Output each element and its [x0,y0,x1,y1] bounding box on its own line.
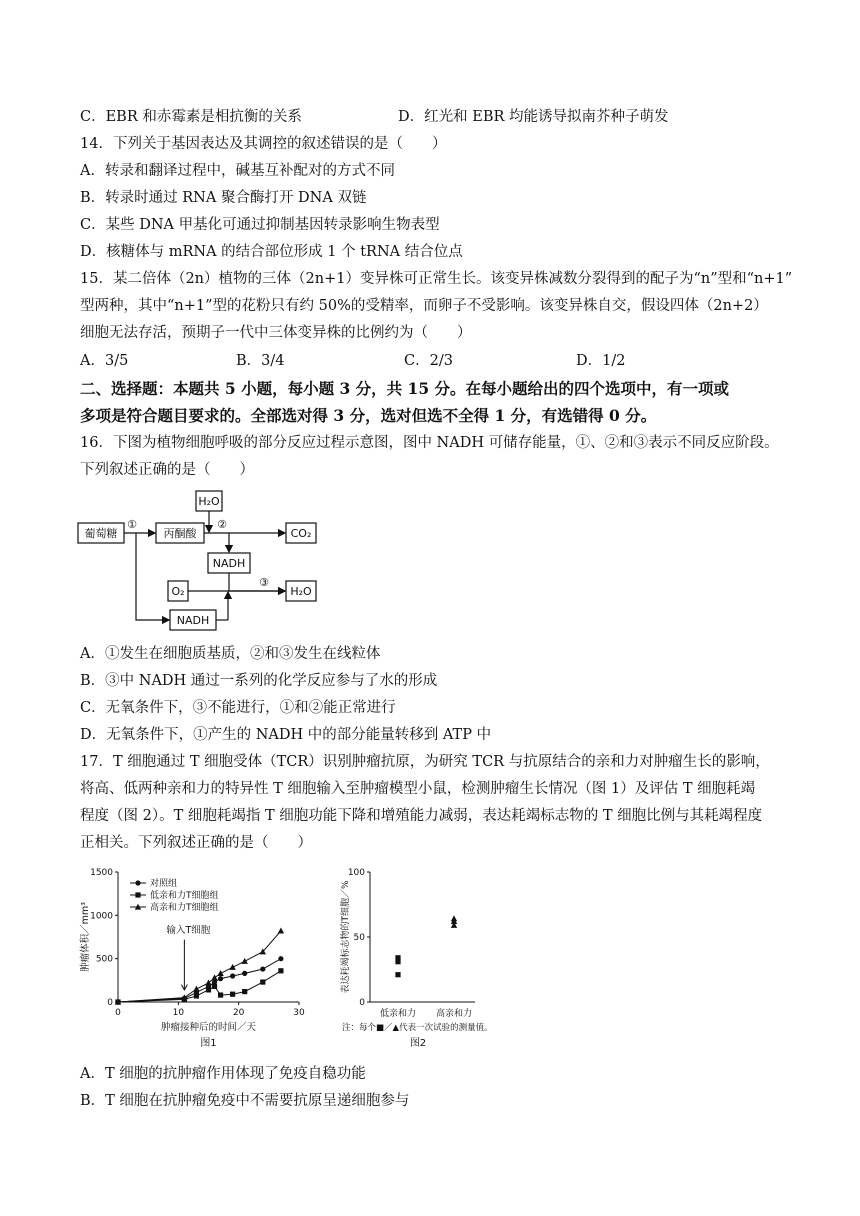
glucose-label: 葡萄糖 [84,527,118,540]
figure1-y-tick-label: 0 [107,998,113,1008]
pyruvate-label: 丙酮酸 [163,527,197,540]
q17-stem-line2: 将高、低两种亲和力的特异性 T 细胞输入至肿瘤模型小鼠，检测肿瘤生长情况（图 1）及评估 T 细胞耗竭 [80,781,756,797]
q16-stem-line1: 16．下图为植物细胞呼吸的部分反应过程示意图，图中 NADH 可储存能量，①、②和③表示不同反应阶段。 [80,435,779,451]
figure1-data-point [193,986,199,992]
figure1-x-tick-label: 20 [232,1008,245,1018]
figure1-data-point [278,928,284,934]
q15-stem-line3: 细胞无法存活，预期子一代中三体变异株的比例约为（ ） [80,325,472,341]
figure1-series-line [118,959,281,1002]
figure1-data-point [242,958,248,964]
q14-stem: 14．下列关于基因表达及其调控的叙述错误的是（ ） [80,136,447,152]
q15-stem-line2: 型两种，其中“n+1”型的花粉只有约 50%的受精率，而卵子不受影响。该变异株自交，假设四体（2n+2） [80,298,768,314]
q17-stem-line4: 正相关。下列叙述正确的是（ ） [80,835,312,851]
figure1-data-point [218,992,223,997]
q17-stem-line3: 程度（图 2）。T 细胞耗竭指 T 细胞功能下降和增殖能力减弱，表达耗竭标志物的 T 细胞比例与其耗竭程度 [80,808,763,824]
q14-option-c: C．某些 DNA 甲基化可通过抑制基因转录影响生物表型 [80,217,440,233]
q17-stem-line1: 17．T 细胞通过 T 细胞受体（TCR）识别肿瘤抗原，为研究 TCR 与抗原结合的亲和力对肿瘤生长的影响， [80,754,770,770]
figure1-series-line [118,971,281,1002]
q16-option-b: B．③中 NADH 通过一系列的化学反应参与了水的形成 [80,673,438,689]
q14-option-d: D．核糖体与 mRNA 的结合部位形成 1 个 tRNA 结合位点 [80,244,463,260]
figure2-y-tick-label: 0 [359,998,365,1008]
figure2-y-tick-label: 50 [353,933,365,943]
figure1-data-point [194,993,199,998]
figure1-x-tick-label: 0 [115,1008,121,1018]
nadh2-label: NADH [176,614,210,627]
q16-option-a: A．①发生在细胞质基质，②和③发生在线粒体 [80,646,381,662]
figure1-legend-marker [135,880,140,885]
figure1-legend-marker [135,892,140,897]
figure1-data-point [242,989,247,994]
figure1-y-tick-label: 1500 [90,868,113,878]
figure1-legend-label: 高亲和力T细胞组 [150,903,219,913]
figure1-x-tick-label: 10 [172,1008,185,1018]
q16-option-c: C．无氧条件下，③不能进行，①和②能正常进行 [80,700,396,716]
figure1-data-point [211,974,217,980]
stage3-label: ③ [259,576,269,589]
figure1-data-point [212,984,217,989]
figure1-legend-label: 对照组 [150,879,178,889]
figure1-data-point [230,973,235,978]
stage2-label: ② [217,518,227,531]
figure1-data-point [278,968,283,973]
figure2-chart [330,862,530,1054]
q15-option-c: C．2/3 [404,353,453,369]
nadh1-label: NADH [212,557,246,570]
q17-option-a: A．T 细胞的抗肿瘤作用体现了免疫自稳功能 [80,1066,366,1082]
h2o-top-label: H₂O [198,495,220,508]
figure1-data-point [218,976,223,981]
q15-stem-line1: 15．某二倍体（2n）植物的三体（2n+1）变异株可正常生长。该变异株减数分裂得到的配子为“n”型和“n+1” [80,271,793,287]
figure1-data-point [260,979,265,984]
q15-option-d: D．1/2 [576,353,626,369]
figure2-category-label: 低亲和力 [379,1009,417,1019]
figure1-data-point [230,992,235,997]
o2-label: O₂ [171,585,185,598]
figure1-data-point [242,971,247,976]
figure1-chart [74,862,320,1054]
section2-heading-line1: 二、选择题：本题共 5 小题，每小题 3 分，共 15 分。在每小题给出的四个选项中，有一项或 [80,379,730,398]
figure1-caption: 图1 [200,1038,217,1049]
figure1-data-point [260,966,265,971]
figure1-x-axis-label: 肿瘤接种后的时间／天 [160,1022,257,1033]
q17-option-b: B．T 细胞在抗肿瘤免疫中不需要抗原呈递细胞参与 [80,1093,410,1109]
respiration-diagram [74,486,334,636]
co2-label: CO₂ [290,527,312,540]
figure1-legend-label: 低亲和力T细胞组 [150,891,219,901]
q15-option-a: A．3/5 [80,353,129,369]
figure1-data-point [217,970,223,976]
figure1-y-axis-label: 肿瘤体积／mm³ [80,902,91,972]
q14-option-b: B．转录时通过 RNA 聚合酶打开 DNA 双链 [80,190,367,206]
q16-option-d: D．无氧条件下，①产生的 NADH 中的部分能量转移到 ATP 中 [80,727,492,743]
figure1-data-point [229,964,235,970]
q16-stem-line2: 下列叙述正确的是（ ） [80,462,254,478]
q15-option-b: B．3/4 [236,353,285,369]
figure2-category-label: 高亲和力 [435,1009,473,1019]
figure1-data-point [278,956,283,961]
figure1-y-tick-label: 500 [95,954,113,965]
figure1-data-point [206,987,211,992]
section2-heading-line2: 多项是符合题目要求的。全部选对得 3 分，选对但选不全得 1 分，有选错得 0 分。 [80,406,657,425]
q14-option-a: A．转录和翻译过程中，碱基互补配对的方式不同 [80,163,395,179]
q13-option-d: D．红光和 EBR 均能诱导拟南芥种子萌发 [398,109,669,125]
figure2-data-point [395,959,400,964]
figure2-y-tick-label: 100 [347,868,365,878]
h2o-right-label: H₂O [290,585,312,598]
figure1-y-tick-label: 1000 [90,911,113,922]
figure2-caption: 图2 [409,1038,427,1049]
q13-option-c: C．EBR 和赤霉素是相抗衡的关系 [80,109,302,125]
stage1-label: ① [127,518,137,531]
figure2-note: 注：每个■／▲代表一次试验的测量值。 [342,1023,493,1033]
figure2-data-point [395,972,400,977]
figure1-x-tick-label: 30 [293,1008,305,1018]
figure2-y-axis-label: 表达耗竭标志物的T细胞／% [341,880,351,994]
figure1-annotation: 输入T细胞 [166,925,211,936]
